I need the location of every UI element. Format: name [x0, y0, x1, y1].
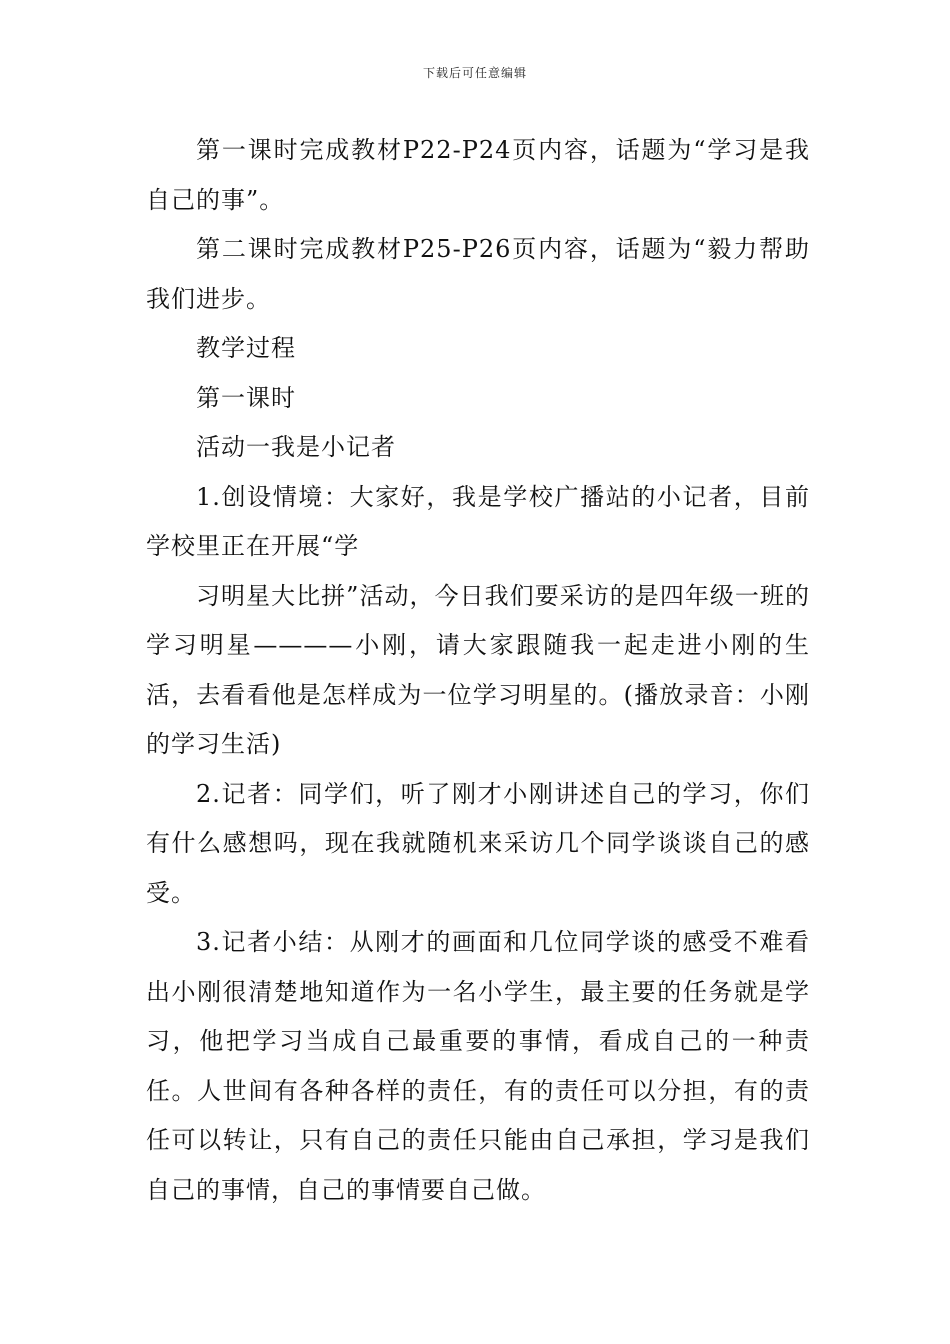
heading-teaching-process: 教学过程	[196, 334, 296, 362]
heading-first-lesson: 第一课时	[196, 383, 296, 412]
paragraph-step-2: 2.记者：同学们，听了刚才小刚讲述自己的学习，你们有什么感想吗，现在我就随机来采访几个同学谈谈自己的感受。	[146, 779, 810, 907]
page-header-note: 下载后可任意编辑	[422, 66, 527, 80]
paragraph-lesson-two-overview: 第二课时完成教材P25-P26页内容，话题为“毅力帮助我们进步。	[146, 235, 810, 313]
document-body	[146, 126, 810, 1215]
paragraph-step-3: 3.记者小结：从刚才的画面和几位同学谈的感受不难看出小刚很清楚地知道作为一名小学生，最主要的任务就是学习，他把学习当成自己最重要的事情，看成自己的一种责任。人世间有各种各样的责任，有的责任可以分担，有的责任可以转让，只有自己的责任只能由自己承担，学习是我们自己的事情，自己的事情要自己做。	[146, 928, 810, 1204]
paragraph-step-1-continued: 习明星大比拼”活动，今日我们要采访的是四年级一班的学习明星————小刚，请大家跟随我一起走进小刚的生活，去看看他是怎样成为一位学习明星的。(播放录音：小刚的学习生活)	[146, 581, 810, 758]
paragraph-step-1: 1.创设情境：大家好，我是学校广播站的小记者，目前学校里正在开展“学	[146, 482, 810, 560]
paragraph-lesson-one-overview: 第一课时完成教材P22-P24页内容，话题为“学习是我自己的事”。	[146, 136, 810, 214]
heading-activity-one: 活动一我是小记者	[196, 433, 396, 461]
